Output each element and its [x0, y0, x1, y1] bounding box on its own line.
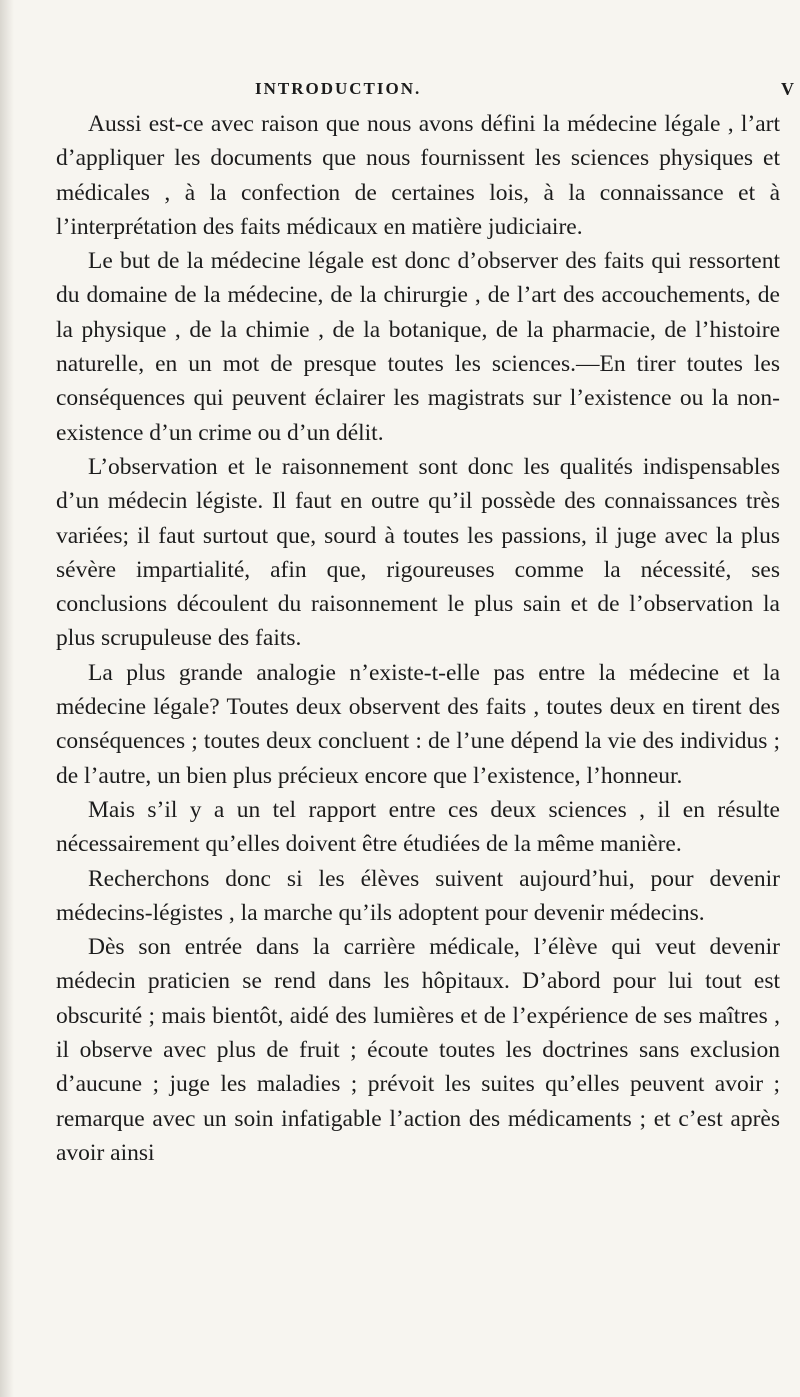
page-binding-shadow — [0, 0, 14, 1397]
paragraph: La plus grande analogie n’existe-t-elle pas entre la médecine et la médecine légale? Toutes deux observent des faits , toutes deux en tirent des conséquences ; toutes deux concluent : de l’une dépend la vie des individus ; de l’autre, un bien plus précieux encore que l’existence, l’honneur. — [56, 659, 780, 789]
running-title: INTRODUCTION. — [255, 79, 422, 98]
paragraph: Le but de la médecine légale est donc d’observer des faits qui ressortent du domaine de la médecine, de la chirurgie , de l’art des accouchements, de la physique , de la chimie , de la botanique, de la pharmacie, de l’histoire naturelle, en un mot de presque toutes les sciences.—En tirer toutes les conséquences qui peuvent éclairer les magistrats sur l’existence ou la non-existence d’un crime ou d’un délit. — [56, 248, 780, 446]
paragraph: Recherchons donc si les élèves suivent aujourd’hui, pour devenir médecins-légistes , la marche qu’ils adoptent pour devenir médecins. — [56, 865, 780, 926]
page-number: V — [781, 79, 794, 99]
page-header — [255, 72, 795, 106]
body-text — [56, 107, 780, 1170]
paragraph: Mais s’il y a un tel rapport entre ces deux sciences , il en résulte nécessairement qu’elles doivent être étudiées de la même manière. — [56, 796, 780, 858]
paragraph: Aussi est-ce avec raison que nous avons défini la médecine légale , l’art d’appliquer les documents que nous fournissent les sciences physiques et médicales , à la confection de certaines lois, à la connaissance et à l’interprétation des faits médicaux en matière judiciaire. — [56, 111, 780, 240]
paragraph: Dès son entrée dans la carrière médicale, l’élève qui veut devenir médecin praticien se rend dans les hôpitaux. D’abord pour lui tout est obscurité ; mais bientôt, aidé des lumières et de l’expérience de ses maîtres , il observe avec plus de fruit ; écoute toutes les doctrines sans exclusion d’aucune ; juge les maladies ; prévoit les suites qu’elles peuvent avoir ; remarque avec un soin infatigable l’action des médicaments ; et c’est après avoir ainsi — [56, 934, 780, 1166]
paragraph: L’observation et le raisonnement sont donc les qualités indispensables d’un médecin légiste. Il faut en outre qu’il possède des connaissances très variées; il faut surtout que, sourd à toutes les passions, il juge avec la plus sévère impartialité, afin que, rigoureuses comme la nécessité, ses conclusions découlent du raisonnement le plus sain et de l’observation la plus scrupuleuse des faits. — [56, 453, 780, 652]
